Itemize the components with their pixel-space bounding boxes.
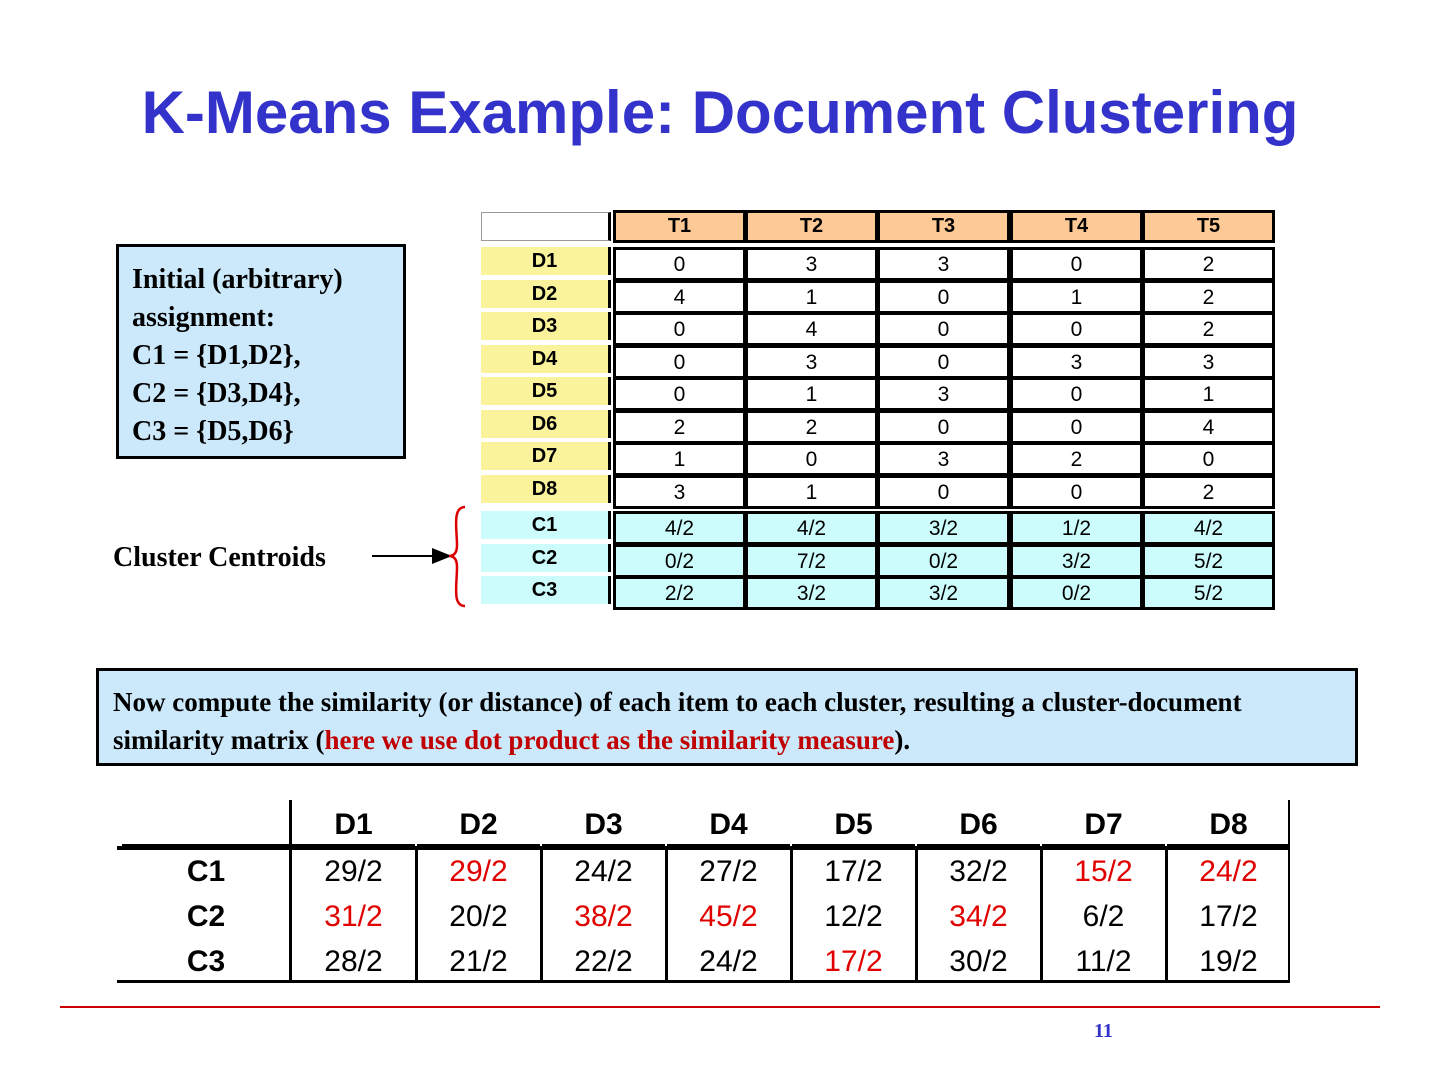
centroid-value-cell: 3/2 <box>877 511 1010 545</box>
similarity-row-label: C1 <box>122 850 290 893</box>
column-divider <box>665 848 668 982</box>
cluster-centroids-label: Cluster Centroids <box>113 542 326 573</box>
term-frequency-cell: 0 <box>1010 475 1143 509</box>
term-frequency-cell: 0 <box>613 345 746 379</box>
assignment-line: Initial (arbitrary) <box>132 264 343 295</box>
term-frequency-cell: 3 <box>1010 345 1143 379</box>
term-frequency-cell: 0 <box>1010 377 1143 411</box>
row-label-divider <box>289 800 292 983</box>
bottom-rule <box>117 980 1290 983</box>
header-divider <box>117 846 1290 850</box>
document-row-label: D6 <box>481 410 611 438</box>
page-number: 11 <box>1094 1020 1113 1042</box>
term-column-header: T4 <box>1010 210 1143 243</box>
document-row-label: D2 <box>481 280 611 308</box>
column-divider <box>790 848 793 982</box>
document-row-label: D3 <box>481 312 611 340</box>
term-frequency-cell: 3 <box>877 247 1010 281</box>
document-row-label: D1 <box>481 247 611 275</box>
similarity-value-cell: 29/2 <box>292 850 415 893</box>
term-frequency-cell: 2 <box>613 410 746 444</box>
similarity-value-cell: 17/2 <box>1167 895 1290 938</box>
centroid-value-cell: 2/2 <box>613 576 746 610</box>
similarity-value-cell: 28/2 <box>292 940 415 983</box>
term-frequency-cell: 2 <box>1142 475 1275 509</box>
term-frequency-cell: 0 <box>1010 410 1143 444</box>
similarity-value-cell: 20/2 <box>417 895 540 938</box>
term-frequency-cell: 2 <box>1142 280 1275 314</box>
centroid-value-cell: 1/2 <box>1010 511 1143 545</box>
document-row-label: D5 <box>481 377 611 405</box>
similarity-value-cell: 17/2 <box>792 940 915 983</box>
term-frequency-cell: 3 <box>745 247 878 281</box>
similarity-value-cell: 24/2 <box>542 850 665 893</box>
term-frequency-cell: 0 <box>877 410 1010 444</box>
centroid-value-cell: 4/2 <box>1142 511 1275 545</box>
term-frequency-cell: 3 <box>613 475 746 509</box>
right-edge <box>1288 800 1290 983</box>
centroid-row-label: C3 <box>481 576 611 604</box>
similarity-value-cell: 38/2 <box>542 895 665 938</box>
term-frequency-cell: 1 <box>1142 377 1275 411</box>
similarity-value-cell: 15/2 <box>1042 850 1165 893</box>
term-column-header: T3 <box>877 210 1010 243</box>
similarity-row-label: C3 <box>122 940 290 983</box>
similarity-value-cell: 32/2 <box>917 850 1040 893</box>
term-frequency-cell: 3 <box>877 442 1010 476</box>
centroid-value-cell: 4/2 <box>745 511 878 545</box>
term-frequency-cell: 4 <box>613 280 746 314</box>
centroid-value-cell: 3/2 <box>877 576 1010 610</box>
document-row-label: D7 <box>481 442 611 470</box>
term-frequency-cell: 0 <box>877 312 1010 346</box>
explanation-text: Now compute the similarity (or distance) of each item to each cluster, resulting a cluster-document similarity matrix ( <box>113 687 1242 755</box>
term-frequency-cell: 0 <box>1142 442 1275 476</box>
similarity-column-header: D4 <box>667 806 790 848</box>
similarity-column-header: D1 <box>292 806 415 848</box>
term-frequency-cell: 3 <box>745 345 878 379</box>
term-frequency-cell: 0 <box>613 377 746 411</box>
column-divider <box>415 848 418 982</box>
centroid-value-cell: 0/2 <box>613 544 746 578</box>
similarity-value-cell: 17/2 <box>792 850 915 893</box>
similarity-column-header: D8 <box>1167 806 1290 848</box>
column-divider <box>540 848 543 982</box>
centroid-value-cell: 0/2 <box>877 544 1010 578</box>
document-row-label: D4 <box>481 345 611 373</box>
term-frequency-cell: 1 <box>745 377 878 411</box>
centroid-value-cell: 5/2 <box>1142 576 1275 610</box>
term-frequency-cell: 1 <box>745 475 878 509</box>
similarity-value-cell: 34/2 <box>917 895 1040 938</box>
term-frequency-cell: 4 <box>1142 410 1275 444</box>
term-frequency-cell: 0 <box>613 312 746 346</box>
similarity-value-cell: 24/2 <box>667 940 790 983</box>
similarity-value-cell: 19/2 <box>1167 940 1290 983</box>
similarity-value-cell: 45/2 <box>667 895 790 938</box>
similarity-column-header: D3 <box>542 806 665 848</box>
term-frequency-cell: 0 <box>613 247 746 281</box>
centroid-value-cell: 7/2 <box>745 544 878 578</box>
centroid-value-cell: 4/2 <box>613 511 746 545</box>
curly-brace-icon <box>449 507 465 606</box>
similarity-value-cell: 21/2 <box>417 940 540 983</box>
document-row-label: D8 <box>481 475 611 503</box>
footer-rule <box>60 1006 1380 1008</box>
term-frequency-cell: 2 <box>1142 312 1275 346</box>
term-frequency-cell: 2 <box>1142 247 1275 281</box>
term-column-header: T1 <box>613 210 746 243</box>
term-column-header: T2 <box>745 210 878 243</box>
term-frequency-cell: 2 <box>745 410 878 444</box>
column-divider <box>915 848 918 982</box>
similarity-value-cell: 22/2 <box>542 940 665 983</box>
similarity-value-cell: 12/2 <box>792 895 915 938</box>
similarity-value-cell: 30/2 <box>917 940 1040 983</box>
centroid-row-label: C1 <box>481 511 611 539</box>
similarity-value-cell: 27/2 <box>667 850 790 893</box>
similarity-value-cell: 24/2 <box>1167 850 1290 893</box>
similarity-corner-cell <box>122 806 290 848</box>
centroid-row-label: C2 <box>481 544 611 572</box>
similarity-column-header: D5 <box>792 806 915 848</box>
term-frequency-cell: 0 <box>877 280 1010 314</box>
column-divider <box>1165 848 1168 982</box>
term-frequency-cell: 1 <box>745 280 878 314</box>
term-frequency-cell: 0 <box>745 442 878 476</box>
term-frequency-cell: 0 <box>1010 247 1143 281</box>
assignment-line: assignment: <box>132 302 276 333</box>
term-frequency-cell: 0 <box>877 475 1010 509</box>
term-frequency-cell: 2 <box>1010 442 1143 476</box>
centroid-value-cell: 0/2 <box>1010 576 1143 610</box>
similarity-column-header: D2 <box>417 806 540 848</box>
similarity-row-label: C2 <box>122 895 290 938</box>
term-frequency-cell: 3 <box>877 377 1010 411</box>
explanation-box <box>96 668 1358 766</box>
similarity-column-header: D7 <box>1042 806 1165 848</box>
assignment-line: C3 = {D5,D6} <box>132 416 294 447</box>
similarity-value-cell: 31/2 <box>292 895 415 938</box>
similarity-value-cell: 11/2 <box>1042 940 1165 983</box>
centroid-value-cell: 5/2 <box>1142 544 1275 578</box>
centroid-value-cell: 3/2 <box>745 576 878 610</box>
term-column-header: T5 <box>1142 210 1275 243</box>
slide-title: K-Means Example: Document Clustering <box>141 79 1299 146</box>
term-frequency-cell: 0 <box>1010 312 1143 346</box>
term-frequency-cell: 4 <box>745 312 878 346</box>
assignment-line: C2 = {D3,D4}, <box>132 378 301 409</box>
term-frequency-cell: 1 <box>613 442 746 476</box>
similarity-value-cell: 29/2 <box>417 850 540 893</box>
term-frequency-cell: 3 <box>1142 345 1275 379</box>
explanation-text-end: ). <box>894 725 911 755</box>
centroid-value-cell: 3/2 <box>1010 544 1143 578</box>
column-divider <box>1040 848 1043 982</box>
similarity-value-cell: 6/2 <box>1042 895 1165 938</box>
similarity-column-header: D6 <box>917 806 1040 848</box>
explanation-highlight: here we use dot product as the similarity measure <box>324 725 895 755</box>
term-frequency-cell: 1 <box>1010 280 1143 314</box>
assignment-line: C1 = {D1,D2}, <box>132 340 301 371</box>
term-frequency-cell: 0 <box>877 345 1010 379</box>
matrix-corner-cell <box>481 212 611 241</box>
